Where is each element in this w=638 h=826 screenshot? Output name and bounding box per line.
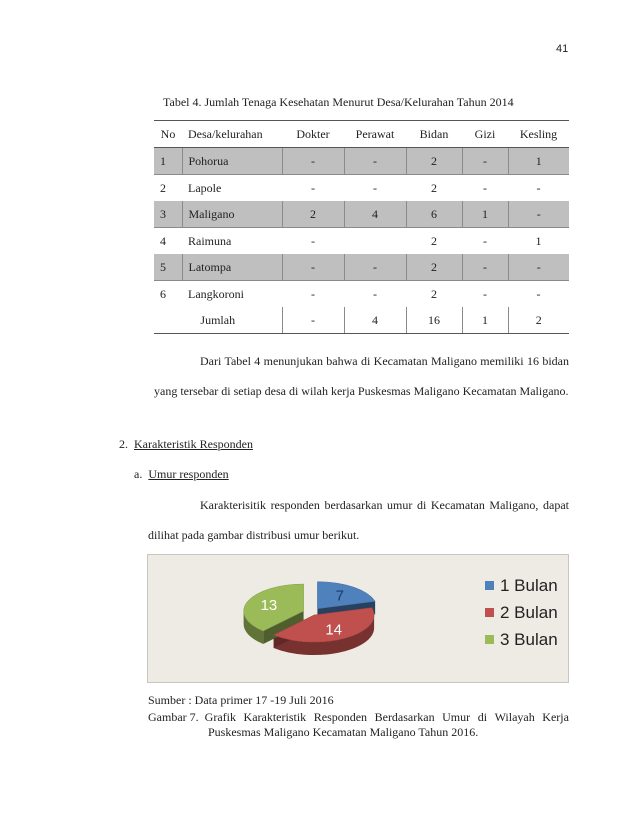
row-kesling-cell: 1: [508, 148, 569, 175]
row-kesling-cell: -: [508, 254, 569, 281]
row-kesling-cell: 1: [535, 233, 542, 248]
figure-caption-word: Grafik: [204, 710, 236, 724]
figure-caption-line1: [205, 710, 569, 725]
row-desa-cell: Raimuna: [188, 233, 232, 248]
subsection-letter: a.: [134, 467, 143, 481]
row-no-cell: 6: [160, 286, 166, 301]
source-note: Sumber : Data primer 17 -19 Juli 2016: [148, 693, 334, 707]
total-cell: 1: [462, 307, 508, 334]
table-row: [154, 148, 569, 175]
legend-label: 1 Bulan: [500, 576, 558, 595]
subsection-title: Umur responden: [148, 467, 229, 481]
health-workers-table: [154, 120, 569, 334]
legend-swatch: [485, 608, 494, 617]
total-cell: 4: [344, 307, 406, 334]
legend-swatch: [485, 635, 494, 644]
pie-chart-svg: [148, 555, 568, 682]
row-gizi-cell: -: [483, 180, 487, 195]
row-dokter-cell: -: [311, 286, 315, 301]
row-desa-cell: Lapole: [188, 180, 222, 195]
table-row: [154, 254, 569, 281]
figure-caption-word: Wilayah: [494, 710, 535, 724]
table-caption: Tabel 4. Jumlah Tenaga Kesehatan Menurut Desa/Kelurahan Tahun 2014: [163, 95, 514, 109]
row-desa-cell: Pohorua: [182, 148, 282, 175]
table-total-row: [154, 307, 569, 334]
row-gizi-cell: -: [462, 148, 508, 175]
total-cell: 2: [508, 307, 569, 334]
row-gizi-cell: -: [483, 286, 487, 301]
section-title: Karakteristik Responden: [134, 437, 253, 451]
figure-caption-word: Umur: [442, 710, 471, 724]
row-bidan-cell: 2: [431, 233, 437, 248]
legend-swatch: [485, 581, 494, 590]
table-row: [154, 175, 569, 202]
header-no: No: [154, 121, 182, 148]
row-bidan-cell: 2: [431, 180, 437, 195]
section-number: 2.: [119, 437, 128, 451]
legend-label: 2 Bulan: [500, 603, 558, 622]
table-row: [154, 228, 569, 255]
row-no-cell: 1: [154, 148, 182, 175]
row-bidan-cell: 2: [406, 254, 462, 281]
row-kesling-cell: -: [508, 201, 569, 228]
header-desa: Desa/kelurahan: [182, 121, 282, 148]
total-cell: 16: [406, 307, 462, 334]
row-gizi-cell: -: [483, 233, 487, 248]
row-dokter-cell: -: [311, 180, 315, 195]
paragraph-2-text: Karakterisitik responden berdasarkan umur di Kecamatan Maligano, dapat dilihat pada gambar distribusi umur berikut.: [148, 498, 569, 542]
row-gizi-cell: -: [462, 254, 508, 281]
row-desa-cell: Latompa: [182, 254, 282, 281]
row-no-cell: 2: [160, 180, 166, 195]
legend-label: 3 Bulan: [500, 630, 558, 649]
row-desa-cell: Maligano: [182, 201, 282, 228]
row-desa-cell: Langkoroni: [188, 286, 244, 301]
row-perawat-cell: -: [344, 254, 406, 281]
paragraph-1: [154, 346, 569, 406]
figure-caption: [148, 710, 569, 740]
figure-label: Gambar 7.: [148, 710, 199, 724]
row-dokter-cell: -: [282, 148, 344, 175]
paragraph-1-text: Dari Tabel 4 menunjukan bahwa di Kecamatan Maligano memiliki 16 bidan yang tersebar di setiap desa di wilah kerja Puskesmas Maligano Kecamatan Maligano.: [154, 354, 569, 398]
row-dokter-cell: -: [311, 233, 315, 248]
row-dokter-cell: -: [282, 254, 344, 281]
section-heading: [119, 437, 253, 452]
row-no-cell: 3: [154, 201, 182, 228]
subsection-heading: [134, 467, 229, 482]
header-gizi: Gizi: [462, 121, 508, 148]
paragraph-2: [148, 490, 569, 550]
row-no-cell: 5: [154, 254, 182, 281]
header-kesling: Kesling: [508, 121, 569, 148]
row-perawat-cell: 4: [344, 201, 406, 228]
row-kesling-cell: -: [536, 180, 541, 195]
row-perawat-cell: -: [373, 286, 377, 301]
pie-data-label: 7: [335, 587, 345, 605]
pie-data-label: 13: [260, 597, 278, 615]
row-bidan-cell: 6: [406, 201, 462, 228]
row-no-cell: 4: [160, 233, 166, 248]
figure-caption-line2: Puskesmas Maligano Kecamatan Maligano Tahun 2016.: [208, 725, 479, 739]
pie-data-label: 14: [325, 621, 343, 639]
figure-caption-word: Kerja: [542, 710, 569, 724]
figure-caption-word: di: [477, 710, 488, 724]
row-perawat-cell: -: [344, 148, 406, 175]
header-bidan: Bidan: [406, 121, 462, 148]
row-bidan-cell: 2: [431, 286, 437, 301]
row-perawat-cell: -: [373, 180, 377, 195]
figure-caption-word: Berdasarkan: [374, 710, 435, 724]
page-number: 41: [556, 43, 569, 55]
figure-caption-word: Responden: [313, 710, 368, 724]
row-bidan-cell: 2: [406, 148, 462, 175]
table-header-row: [154, 121, 569, 148]
header-dokter: Dokter: [282, 121, 344, 148]
header-perawat: Perawat: [344, 121, 406, 148]
age-pie-chart: [147, 554, 569, 683]
table-row: [154, 201, 569, 228]
total-label-cell: Jumlah: [154, 307, 282, 334]
row-kesling-cell: -: [536, 286, 541, 301]
total-cell: -: [282, 307, 344, 334]
figure-caption-word: Karakteristik: [243, 710, 307, 724]
row-dokter-cell: 2: [282, 201, 344, 228]
table-row: [154, 281, 569, 308]
row-gizi-cell: 1: [462, 201, 508, 228]
row-perawat-cell: [344, 228, 406, 255]
